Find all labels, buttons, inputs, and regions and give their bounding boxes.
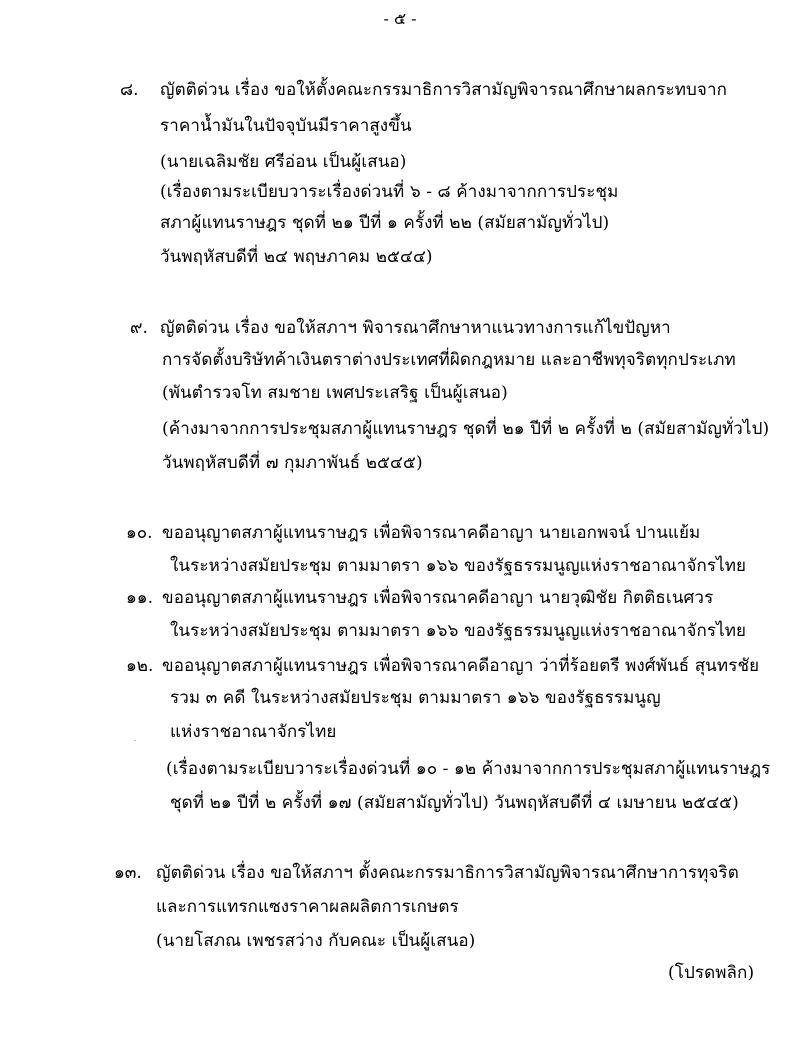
item-line: การจัดตั้งบริษัทค้าเงินตราต่างประเทศที่ผิดกฎหมาย และอาชีพทุจริตทุกประเภท	[162, 350, 736, 370]
item-number: ๑๑.	[126, 588, 153, 608]
scan-speck	[134, 740, 136, 741]
page-number: - ๕ -	[383, 9, 417, 28]
item-number: ๑๐.	[126, 523, 153, 543]
item-line: แห่งราชอาณาจักรไทย	[170, 722, 337, 742]
item-line: (เรื่องตามระเบียบวาระเรื่องด่วนที่ ๖ - ๘ ค้างมาจากการประชุม	[160, 182, 619, 202]
item-line: (เรื่องตามระเบียบวาระเรื่องด่วนที่ ๑๐ - ๑๒ ค้างมาจากการประชุมสภาผู้แทนราษฎร	[166, 759, 771, 779]
item-line: ขออนุญาตสภาผู้แทนราษฎร เพื่อพิจารณาคดีอาญา ว่าที่ร้อยตรี พงศ์พันธ์ สุนทรชัย	[162, 656, 760, 676]
item-line: วันพฤหัสบดีที่ ๒๔ พฤษภาคม ๒๕๔๔)	[160, 247, 433, 267]
item-line: สภาผู้แทนราษฎร ชุดที่ ๒๑ ปีที่ ๑ ครั้งที่ ๒๒ (สมัยสามัญทั่วไป)	[160, 213, 610, 233]
item-line: ราคาน้ำมันในปัจจุบันมีราคาสูงขึ้น	[160, 116, 412, 136]
item-number: ๑๒.	[126, 656, 154, 676]
item-line: (ค้างมาจากการประชุมสภาผู้แทนราษฎร ชุดที่ ๒๑ ปีที่ ๒ ครั้งที่ ๒ (สมัยสามัญทั่วไป)	[162, 419, 770, 439]
item-line: วันพฤหัสบดีที่ ๗ กุมภาพันธ์ ๒๕๔๕)	[162, 453, 423, 473]
item-line: (พันตำรวจโท สมชาย เพศประเสริฐ เป็นผู้เสนอ)	[162, 383, 508, 403]
item-line: ญัตติด่วน เรื่อง ขอให้ตั้งคณะกรรมาธิการวิสามัญพิจารณาศึกษาผลกระทบจาก	[160, 80, 728, 100]
item-line: และการแทรกแซงราคาผลผลิตการเกษตร	[156, 897, 459, 917]
item-line: ญัตติด่วน เรื่อง ขอให้สภาฯ ตั้งคณะกรรมาธิการวิสามัญพิจารณาศึกษาการทุจริต	[156, 863, 739, 883]
page-turn-note: (โปรดพลิก)	[668, 963, 755, 983]
item-line: รวม ๓ คดี ในระหว่างสมัยประชุม ตามมาตรา ๑๖๖ ของรัฐธรรมนูญ	[170, 688, 661, 708]
item-line: ญัตติด่วน เรื่อง ขอให้สภาฯ พิจารณาศึกษาหาแนวทางการแก้ไขปัญหา	[160, 318, 671, 338]
item-number: ๘.	[120, 80, 139, 100]
item-line: (นายโสภณ เพชรสว่าง กับคณะ เป็นผู้เสนอ)	[156, 931, 476, 951]
item-number: ๙.	[130, 318, 148, 338]
item-line: (นายเฉลิมชัย ศรีอ่อน เป็นผู้เสนอ)	[160, 152, 407, 172]
item-line: ขออนุญาตสภาผู้แทนราษฎร เพื่อพิจารณาคดีอาญา นายวุฒิชัย กิตติธเนศวร	[162, 588, 714, 608]
item-line: ในระหว่างสมัยประชุม ตามมาตรา ๑๖๖ ของรัฐธรรมนูญแห่งราชอาณาจักรไทย	[170, 621, 747, 641]
item-line: ชุดที่ ๒๑ ปีที่ ๒ ครั้งที่ ๑๗ (สมัยสามัญทั่วไป) วันพฤหัสบดีที่ ๔ เมษายน ๒๕๔๕)	[170, 793, 739, 813]
item-line: ขออนุญาตสภาผู้แทนราษฎร เพื่อพิจารณาคดีอาญา นายเอกพจน์ ปานแย้ม	[162, 523, 701, 543]
item-number: ๑๓.	[114, 863, 142, 883]
item-line: ในระหว่างสมัยประชุม ตามมาตรา ๑๖๖ ของรัฐธรรมนูญแห่งราชอาณาจักรไทย	[170, 556, 747, 576]
